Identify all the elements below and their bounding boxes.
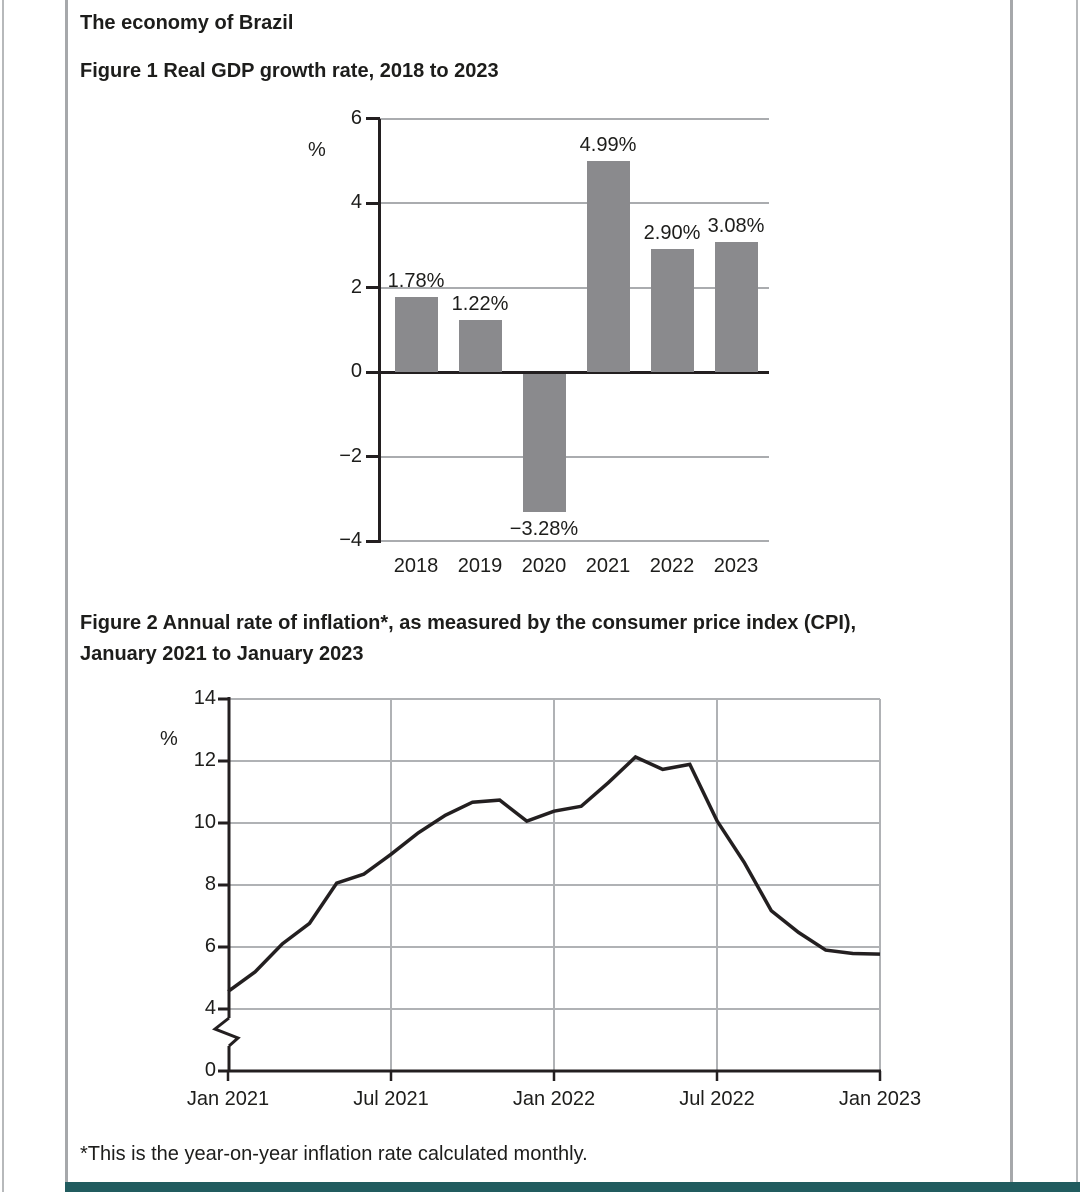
y-tick-label: 6 [350, 106, 362, 129]
bar-value-label: 1.78% [387, 269, 445, 292]
x-category-label: 2018 [393, 555, 439, 577]
x-category-label: 2023 [713, 555, 759, 577]
y-tick-label: 0 [350, 360, 362, 382]
page-border-left [65, 0, 68, 1192]
x-category-label: 2021 [585, 555, 631, 577]
x-tick-label: Jul 2022 [679, 1088, 755, 1110]
y-axis-unit-label: % [160, 728, 178, 750]
footer-accent-bar [65, 1182, 1080, 1192]
y-tick-label: 12 [193, 749, 216, 771]
y-tick-label: 10 [193, 811, 216, 833]
page-edge-line-right-outer [1076, 0, 1078, 1192]
figure2-caption-line2: January 2021 to January 2023 [80, 643, 364, 665]
figure2-caption [80, 608, 980, 670]
x-tick-label: Jan 2023 [838, 1088, 922, 1110]
y-tick-label: 8 [204, 873, 216, 895]
y-tick-label: 4 [204, 997, 216, 1019]
bar-value-label: 3.08% [707, 214, 765, 237]
y-tick-label: 6 [204, 935, 216, 957]
x-tick-label: Jan 2021 [186, 1088, 270, 1110]
x-tick-label: Jul 2021 [353, 1088, 429, 1110]
x-tick-label: Jan 2022 [512, 1088, 596, 1110]
y-tick-label: 4 [350, 191, 362, 213]
x-category-label: 2022 [649, 555, 695, 577]
y-tick-label: 0 [204, 1059, 216, 1081]
y-axis-unit-label: % [308, 139, 326, 161]
figure1-caption: Figure 1 Real GDP growth rate, 2018 to 2023 [80, 60, 499, 82]
y-tick-label: 2 [350, 275, 362, 298]
gridline [378, 456, 769, 458]
bar-value-label: 2.90% [643, 222, 701, 245]
page-border-right [1010, 0, 1013, 1192]
bar [523, 374, 566, 513]
x-category-label: 2020 [521, 555, 567, 577]
figure2-caption-line1: Figure 2 Annual rate of inflation*, as measured by the consumer price index (CPI), [80, 612, 857, 634]
y-axis-line [378, 119, 381, 544]
gridline [378, 118, 769, 120]
bar [715, 242, 758, 372]
bar [587, 161, 630, 372]
footnote: *This is the year-on-year inflation rate calculated monthly. [80, 1143, 588, 1165]
y-axis-break [215, 1018, 238, 1046]
y-tick-label: −4 [339, 529, 362, 551]
bar [459, 320, 502, 372]
bar [395, 297, 438, 372]
gridline [378, 202, 769, 204]
page-edge-line-left-outer [2, 0, 4, 1192]
bar-value-label: 1.22% [451, 293, 509, 316]
bar-value-label: −3.28% [509, 518, 579, 541]
y-tick-label: 14 [193, 687, 216, 709]
bar-value-label: 4.99% [579, 134, 637, 157]
page-title: The economy of Brazil [80, 12, 294, 34]
line-chart-svg [140, 688, 960, 1138]
y-tick-label: −2 [339, 444, 362, 467]
figure1-bar-chart [300, 105, 780, 583]
figure2-line-chart [140, 688, 960, 1138]
x-category-label: 2019 [457, 555, 503, 577]
bar [651, 249, 694, 372]
